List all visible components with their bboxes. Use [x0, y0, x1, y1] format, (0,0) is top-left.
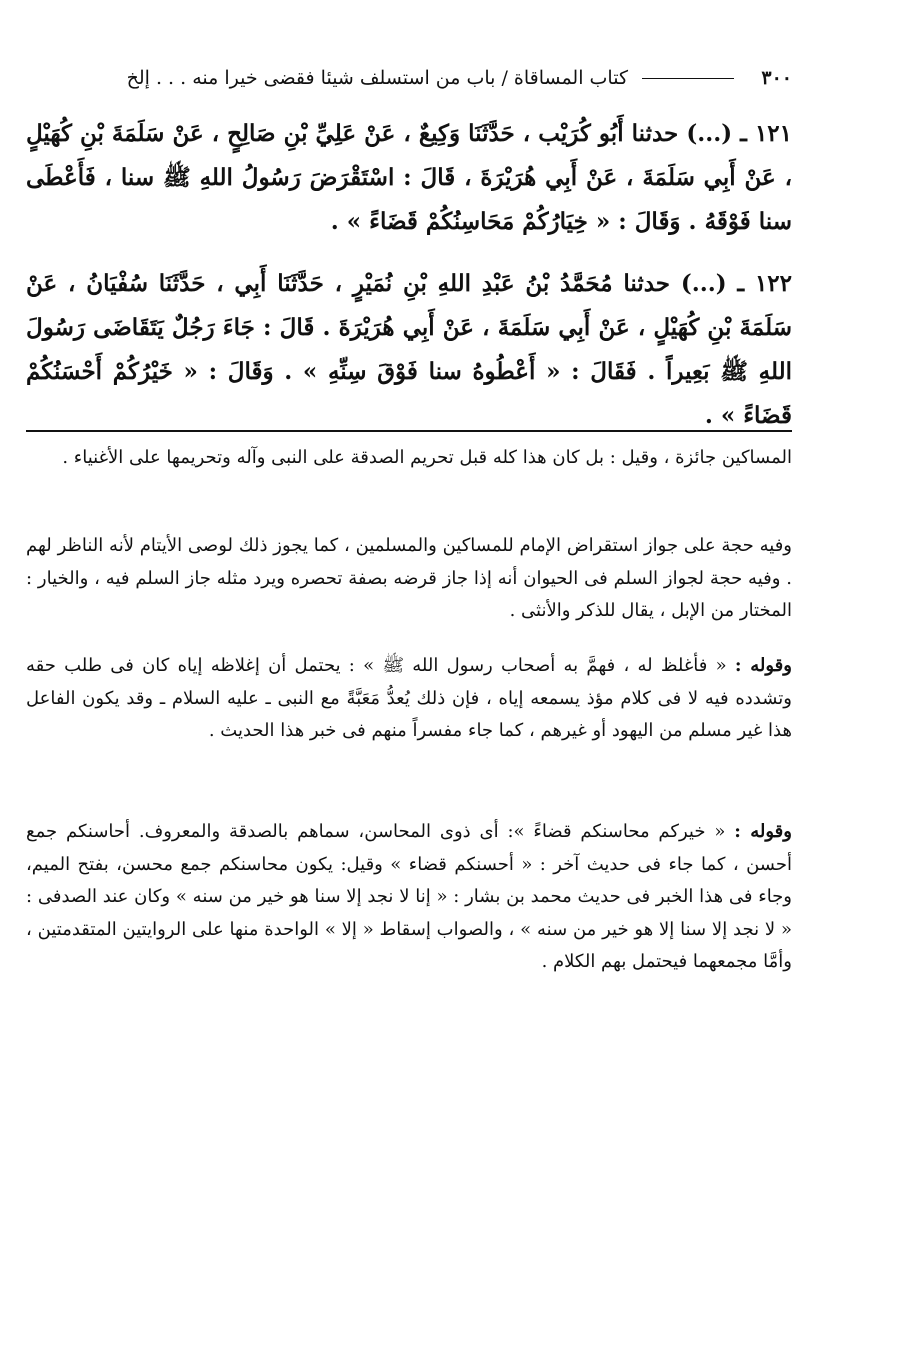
page-number: ٣٠٠	[761, 67, 792, 89]
hadith-number: ١٢٢ ـ (...)	[680, 270, 792, 297]
header-rule	[642, 78, 734, 79]
hadith-number: ١٢١ ـ (...)	[686, 120, 792, 147]
commentary-paragraph	[26, 816, 792, 979]
commentary-lead: وقوله :	[734, 821, 792, 842]
commentary-text: « فأغلظ له ، فهمَّ به أصحاب رسول الله ﷺ » : يحتمل أن إغلاظه إياه كان فى طلب حقه وتشدده فيه لا فى كلام مؤذ يسمعه إياه ، فإن ذلك يُعدُّ مَعَبَّةً مع النبى ـ عليه السلام ـ وقد يكون الفاعل هذا غير مسلم من اليهود أو غيرهم ، كما جاء مفسراً منهم فى خبر هذا الحديث .	[26, 655, 792, 741]
commentary-paragraph	[26, 650, 792, 748]
hadith-121	[26, 112, 792, 244]
commentary-text: « خيركم محاسنكم قضاءً »: أى ذوى المحاسن، سماهم بالصدقة والمعروف. أحاسنكم جمع أحسن ، كما جاء فى حديث آخر : « أحسنكم قضاء » وقيل: يكون محاسنكم جمع محسن، بفتح الميم، وجاء فى هذا الخبر فى حديث محمد بن بشار : « إنا لا نجد إلا سنا هو خير من سنه » وكان عند الصدفى : « لا نجد إلا سنا إلا هو خير من سنه » ، والصواب إسقاط « إلا » الواحدة منها على الروايتين المتقدمتين ، وأمَّا مجمعهما فيحتمل بهم الكلام .	[26, 821, 792, 972]
commentary-text: وفيه حجة على جواز استقراض الإمام للمساكين والمسلمين ، كما يجوز ذلك لوصى الأيتام لأنه الناظر لهم . وفيه حجة لجواز السلم فى الحيوان أنه إذا جاز قرضه بصفة تحصره ويرد مثله جاز السلم فيه ، والخيار : المختار من الإبل ، يقال للذكر والأنثى .	[26, 535, 792, 621]
commentary-lead: وقوله :	[734, 655, 792, 676]
commentary-paragraph	[26, 442, 792, 475]
running-head	[26, 58, 792, 98]
commentary-paragraph	[26, 530, 792, 628]
hadith-text: حدثنا مُحَمَّدُ بْنُ عَبْدِ اللهِ بْنِ نُمَيْرٍ ، حَدَّثَنَا أَبِي ، حَدَّثَنَا سُفْيَانُ ، عَنْ سَلَمَةَ بْنِ كُهَيْلٍ ، عَنْ أَبِي سَلَمَةَ ، عَنْ أَبِي هُرَيْرَةَ . قَالَ : جَاءَ رَجُلٌ يَتَقَاضَى رَسُولَ اللهِ ﷺ بَعِيراً . فَقَالَ : « أَعْطُوهُ سنا فَوْقَ سِنِّهِ » . وَقَالَ : « خَيْرُكُمْ أَحْسَنُكُمْ قَضَاءً » .	[26, 270, 792, 429]
running-title: كتاب المساقاة / باب من استسلف شيئا فقضى خيرا منه . . . إلخ	[126, 67, 628, 89]
hadith-text: حدثنا أَبُو كُرَيْب ، حَدَّثَنَا وَكِيعٌ ، عَنْ عَلِيِّ بْنِ صَالِحٍ ، عَنْ سَلَمَةَ بْنِ كُهَيْلٍ ، عَنْ أَبِي سَلَمَةَ ، عَنْ أَبِي هُرَيْرَةَ ، قَالَ : اسْتَقْرَضَ رَسُولُ اللهِ ﷺ سنا ، فَأَعْطَى سنا فَوْقَهُ . وَقَالَ : « خِيَارُكُمْ مَحَاسِنُكُمْ قَضَاءً » .	[26, 120, 792, 235]
hadith-122	[26, 262, 792, 438]
commentary-text: المساكين جائزة ، وقيل : بل كان هذا كله قبل تحريم الصدقة على النبى وآله وتحريمها على الأغنياء .	[62, 447, 792, 468]
commentary-separator	[26, 430, 792, 432]
